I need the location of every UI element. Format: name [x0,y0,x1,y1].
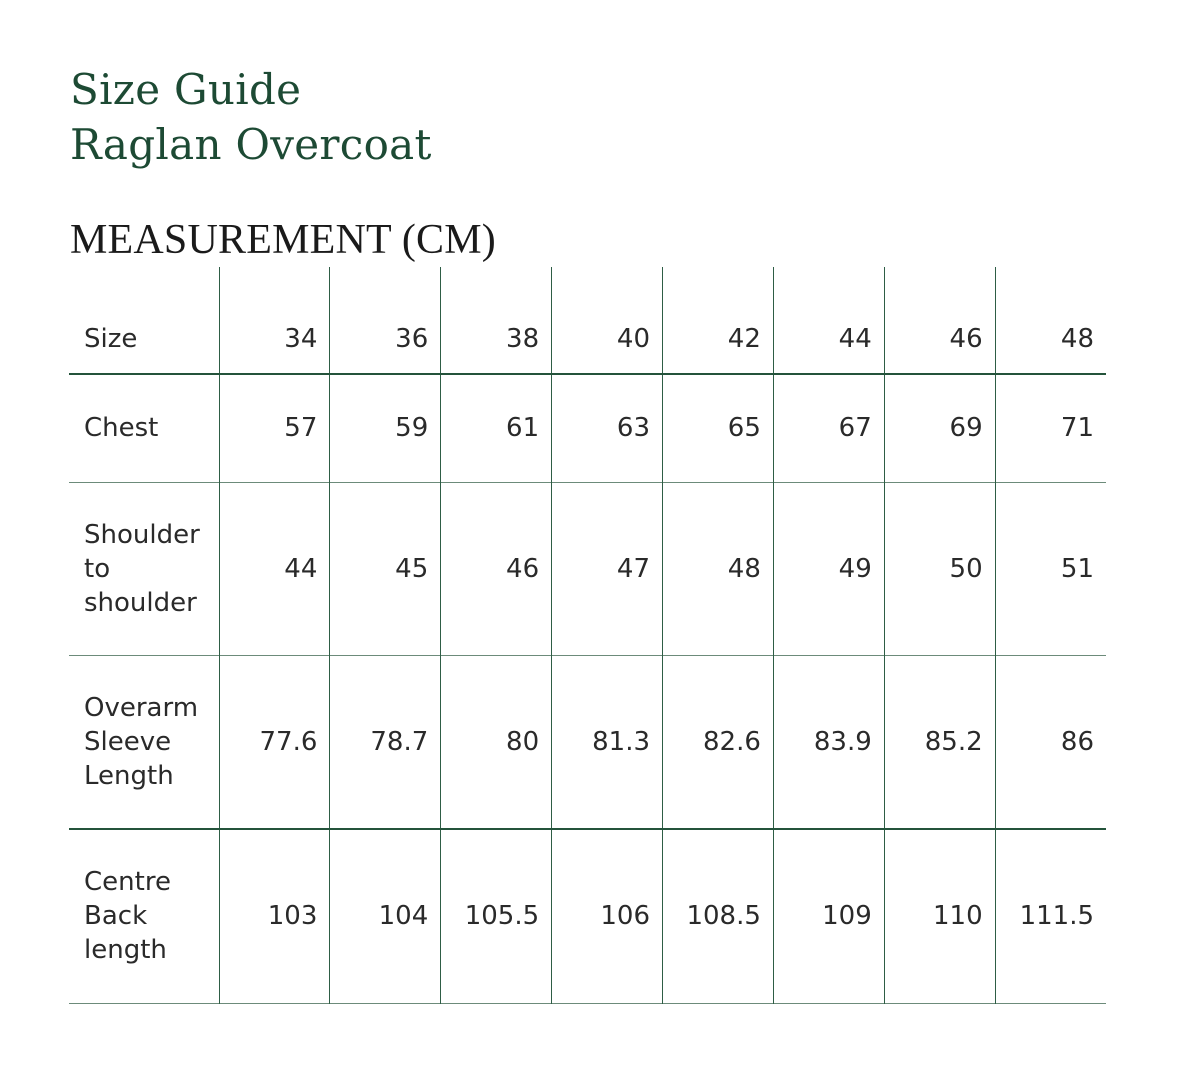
row-label-back-length: Centre Back length [84,867,171,966]
shoulder-cell: 49 [773,482,884,655]
sleeve-cell: 83.9 [773,655,884,829]
size-cell: 42 [663,267,774,374]
size-cell: 34 [219,267,330,374]
table-row-size [69,267,1106,374]
sleeve-cell: 86 [995,655,1106,829]
shoulder-cell: 46 [441,482,552,655]
back-length-cell: 106 [552,829,663,1003]
shoulder-cell: 45 [330,482,441,655]
table-row-chest [69,374,1106,482]
back-length-cell: 105.5 [441,829,552,1003]
chest-cell: 59 [330,374,441,482]
table-row-sleeve [69,655,1106,829]
back-length-cell: 109 [773,829,884,1003]
back-length-cell: 108.5 [663,829,774,1003]
size-cell: 46 [884,267,995,374]
sleeve-cell: 85.2 [884,655,995,829]
sleeve-cell: 78.7 [330,655,441,829]
chest-cell: 63 [552,374,663,482]
row-label-sleeve: Overarm Sleeve Length [84,692,199,791]
chest-cell: 65 [663,374,774,482]
measurement-heading: MEASUREMENT (CM) [70,217,496,263]
row-label-size: Size [84,324,138,354]
shoulder-cell: 44 [219,482,330,655]
back-length-cell: 103 [219,829,330,1003]
back-length-cell: 111.5 [995,829,1106,1003]
sleeve-cell: 81.3 [552,655,663,829]
row-label-chest: Chest [84,413,159,444]
shoulder-cell: 50 [884,482,995,655]
back-length-cell: 104 [330,829,441,1003]
chest-cell: 61 [441,374,552,482]
size-cell: 38 [441,267,552,374]
size-cell: 48 [995,267,1106,374]
row-label-shoulder: Shoulder to shoulder [84,519,200,618]
table-row-back-length [69,829,1106,1003]
size-cell: 40 [552,267,663,374]
shoulder-cell: 48 [663,482,774,655]
table-row-shoulder [69,482,1106,655]
chest-cell: 67 [773,374,884,482]
page-title [70,62,432,172]
size-cell: 36 [330,267,441,374]
title-size-guide: Size Guide [70,65,302,114]
sleeve-cell: 82.6 [663,655,774,829]
size-cell: 44 [773,267,884,374]
back-length-cell: 110 [884,829,995,1003]
size-table [69,267,1106,1004]
title-product-name: Raglan Overcoat [70,120,432,169]
chest-cell: 71 [995,374,1106,482]
chest-cell: 57 [219,374,330,482]
sleeve-cell: 77.6 [219,655,330,829]
sleeve-cell: 80 [441,655,552,829]
shoulder-cell: 47 [552,482,663,655]
shoulder-cell: 51 [995,482,1106,655]
chest-cell: 69 [884,374,995,482]
